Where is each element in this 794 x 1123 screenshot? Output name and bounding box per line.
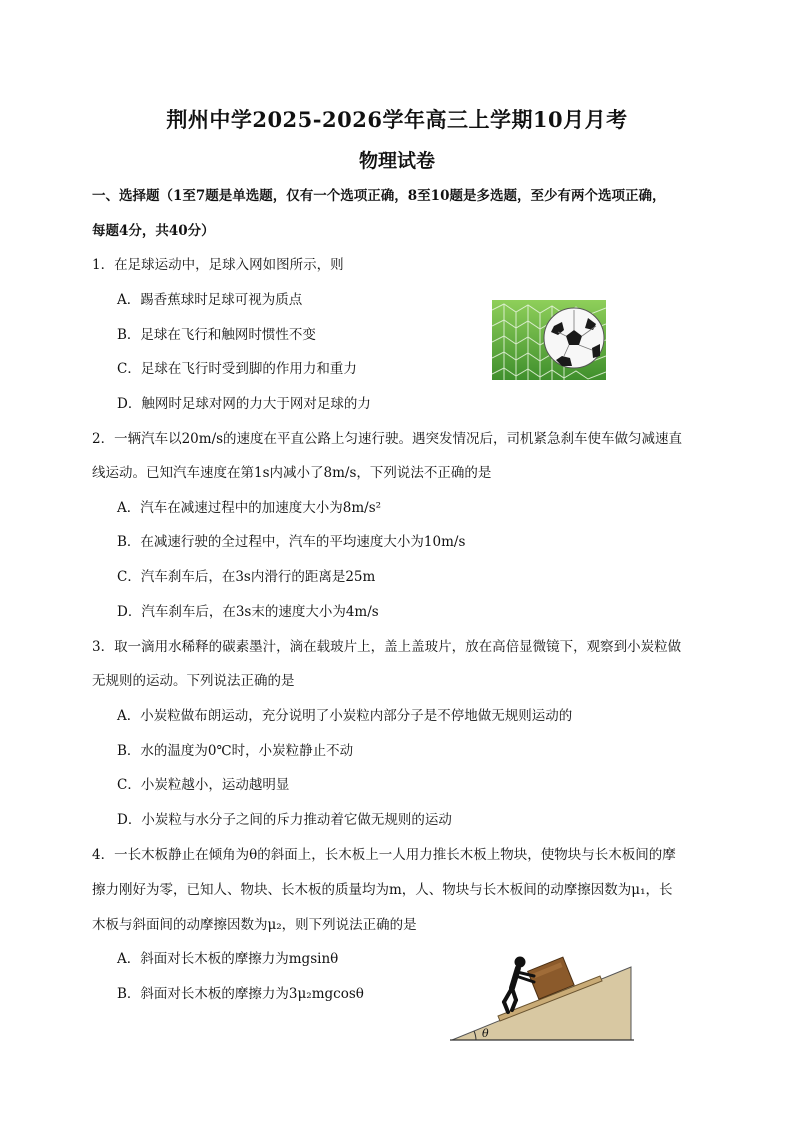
- question-3-stem-line1: 3．取一滴用水稀释的碳素墨汁，滴在载玻片上，盖上盖玻片，放在高倍显微镜下，观察到小炭粒做: [92, 639, 682, 655]
- question-2-stem-line1: 2．一辆汽车以20m/s的速度在平直公路上匀速行驶。遇突发情况后，司机紧急刹车使车做匀减速直: [92, 431, 683, 447]
- section-heading-line2: 每题4分，共40分）: [92, 223, 215, 239]
- question-3-option-a: A．小炭粒做布朗运动，充分说明了小炭粒内部分子是不停地做无规则运动的: [117, 708, 573, 724]
- question-1-option-c: C．足球在飞行时受到脚的作用力和重力: [117, 361, 357, 377]
- question-3-option-d: D．小炭粒与水分子之间的斥力推动着它做无规则的运动: [117, 812, 452, 828]
- soccer-net-figure: [492, 300, 606, 380]
- incline-figure: [450, 950, 635, 1045]
- exam-subtitle: 物理试卷: [358, 150, 435, 172]
- question-1-option-d: D．触网时足球对网的力大于网对足球的力: [117, 396, 371, 412]
- question-2-stem-line2: 线运动。已知汽车速度在第1s内减小了8m/s，下列说法不正确的是: [92, 465, 492, 481]
- question-4-option-b: B．斜面对长木板的摩擦力为3μ₂mgcosθ: [117, 986, 364, 1002]
- exam-title: 荆州中学2025-2026学年高三上学期10月月考: [166, 107, 628, 132]
- question-1-option-a: A．踢香蕉球时足球可视为质点: [117, 292, 303, 308]
- question-2-option-c: C．汽车刹车后，在3s内滑行的距离是25m: [117, 569, 376, 585]
- question-4-stem-line3: 木板与斜面间的动摩擦因数为μ₂，则下列说法正确的是: [92, 917, 417, 933]
- question-1-stem: 1．在足球运动中，足球入网如图所示，则: [92, 257, 344, 273]
- angle-theta-label: θ: [482, 1027, 489, 1040]
- question-2-option-b: B．在减速行驶的全过程中，汽车的平均速度大小为10m/s: [117, 534, 466, 550]
- question-4-stem-line1: 4．一长木板静止在倾角为θ的斜面上，长木板上一人用力推长木板上物块，使物块与长木板间的摩: [92, 847, 676, 863]
- question-4-stem-line2: 擦力刚好为零，已知人、物块、长木板的质量均为m，人、物块与长木板间的动摩擦因数为μ₁，长: [92, 882, 673, 898]
- section-heading-line1: 一、选择题（1至7题是单选题，仅有一个选项正确，8至10题是多选题，至少有两个选项正确，: [92, 188, 666, 204]
- question-2-option-a: A．汽车在减速过程中的加速度大小为8m/s²: [117, 500, 382, 516]
- question-3-option-b: B．水的温度为0℃时，小炭粒静止不动: [117, 743, 354, 759]
- question-3-option-c: C．小炭粒越小，运动越明显: [117, 777, 290, 793]
- question-1-option-b: B．足球在飞行和触网时惯性不变: [117, 327, 316, 343]
- question-3-stem-line2: 无规则的运动。下列说法正确的是: [92, 673, 295, 689]
- question-2-option-d: D．汽车刹车后，在3s末的速度大小为4m/s: [117, 604, 379, 620]
- question-4-option-a: A．斜面对长木板的摩擦力为mgsinθ: [117, 951, 339, 967]
